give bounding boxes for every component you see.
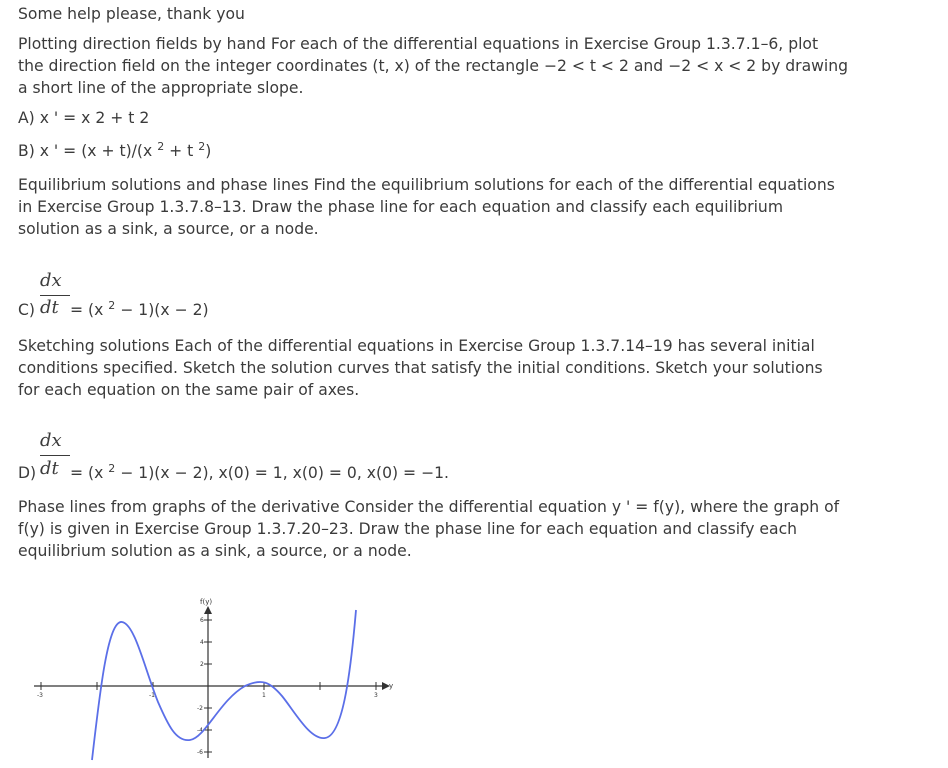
fy-graph — [0, 590, 420, 768]
paragraph-equilibrium: Equilibrium solutions and phase lines Find the equilibrium solutions for each of the differential equations in Exercise Group 1.3.7.8–13. Draw the phase line for each equation and classify each equilibrium solution as a sink, a source, or a node. — [18, 176, 835, 238]
fraction-d-denominator: dt — [40, 458, 59, 479]
xtick-1: 1 — [262, 692, 266, 699]
ytick-6: 6 — [200, 617, 204, 624]
equation-d-label: D) — [18, 464, 37, 482]
fraction-c-denominator: dt — [40, 297, 59, 318]
ytick-neg2: -2 — [197, 705, 203, 712]
y-axis-arrow — [204, 606, 212, 614]
graph-y-label: f(y) — [200, 598, 213, 606]
fraction-d-numerator: dx — [40, 430, 62, 451]
xtick-neg3: -3 — [37, 692, 43, 699]
ytick-neg6: -6 — [197, 749, 203, 756]
ytick-2: 2 — [200, 661, 204, 668]
paragraph-sketching: Sketching solutions Each of the differential equations in Exercise Group 1.3.7.14–19 has several initial conditions specified. Sketch the solution curves that satisfy the initial conditions. Sketch your solutions for each equation on the same pair of axes. — [18, 337, 823, 399]
equation-c-rest: = (x $^2$ − 1)(x − 2) — [70, 299, 209, 319]
fraction-d-bar — [40, 455, 70, 456]
equation-a: A) x ' = x 2 + t 2 — [18, 109, 150, 127]
ytick-neg4: -4 — [197, 727, 203, 734]
ytick-4: 4 — [200, 639, 204, 646]
intro-text: Some help please, thank you — [18, 5, 245, 23]
paragraph-phase-lines: Phase lines from graphs of the derivative Consider the differential equation y ' = f(y), where the graph of f(y) is given in Exercise Group 1.3.7.20–23. Draw the phase line for each equation and classify each equilibrium solution as a sink, a source, or a node. — [18, 498, 840, 560]
equation-c-label: C) — [18, 301, 35, 319]
xtick-neg1: -1 — [149, 692, 155, 699]
equation-d-rest: = (x $^2$ − 1)(x − 2), x(0) = 1, x(0) = 0, x(0) = −1. — [70, 462, 449, 482]
xtick-3: 3 — [374, 692, 378, 699]
graph-x-label: y — [389, 682, 394, 690]
fraction-c-bar — [40, 295, 70, 296]
fy-curve — [92, 610, 356, 760]
fraction-c-numerator: dx — [40, 270, 62, 291]
equation-b: B) x ' = (x + t)/(x $^2$ + t $^2$) — [18, 140, 212, 160]
paragraph-direction-fields: Plotting direction fields by hand For each of the differential equations in Exercise Group 1.3.7.1–6, plot the direction field on the integer coordinates (t, x) of the rectangle −2 < t < 2 and −2 < x < 2 by drawing a short line of the appropriate slope. — [18, 35, 848, 97]
